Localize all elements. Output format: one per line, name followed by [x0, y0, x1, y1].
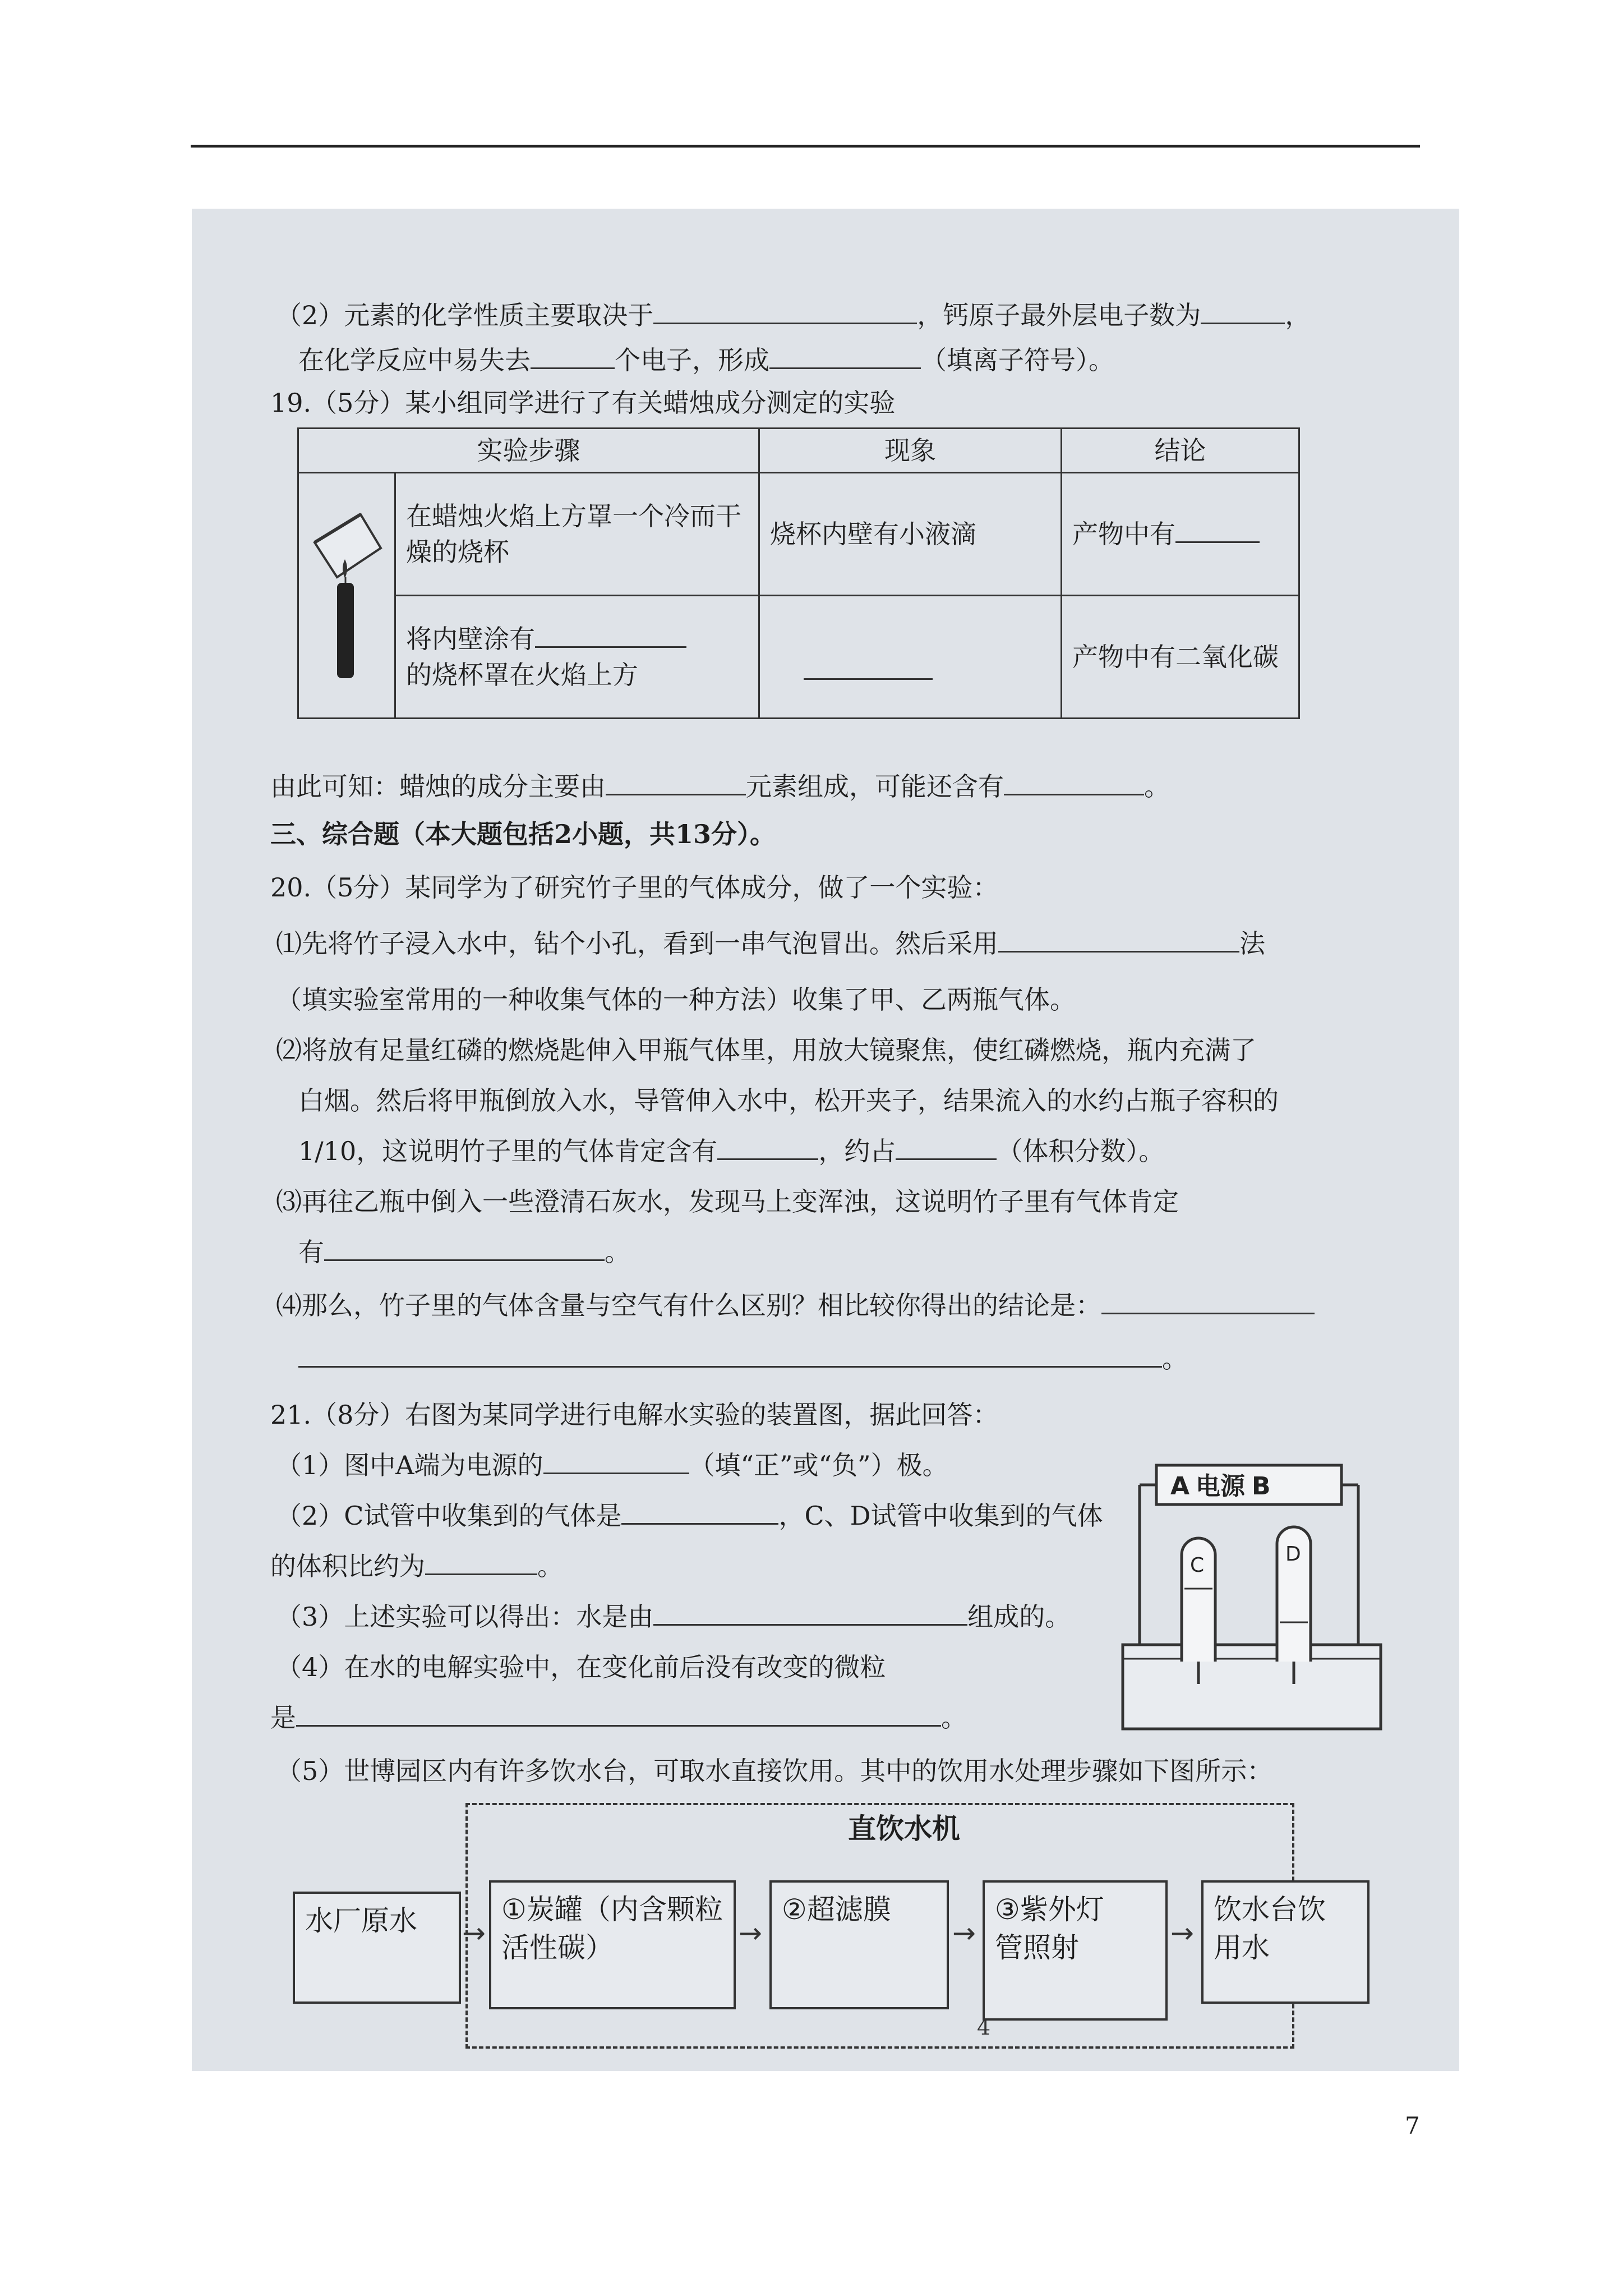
- q21-s1-text-b: （填“正”或“负”）极。: [689, 1450, 948, 1480]
- q21-s3: [276, 1600, 1071, 1634]
- answer-blank[interactable]: [296, 1701, 941, 1727]
- q20-p3-line2: [298, 1235, 630, 1269]
- q18-text-d: 在化学反应中易失去: [298, 345, 531, 375]
- answer-blank[interactable]: [653, 299, 917, 324]
- q20-p4-end: 。: [1162, 1343, 1188, 1374]
- answer-blank[interactable]: [896, 1135, 997, 1160]
- flow-step-uv-line2: 管照射: [995, 1931, 1079, 1964]
- q19-summary: [270, 770, 1170, 803]
- conclusion1-text: 产物中有: [1072, 519, 1175, 549]
- tube-c-label: C: [1190, 1554, 1205, 1577]
- answer-blank[interactable]: [804, 655, 933, 680]
- answer-blank[interactable]: [1101, 1289, 1315, 1314]
- q21-s3-text-b: 组成的。: [967, 1602, 1071, 1632]
- q21-s2-text-a: （2）C试管中收集到的气体是: [276, 1501, 622, 1531]
- answer-blank[interactable]: [998, 927, 1239, 953]
- summary-text-c: 。: [1144, 771, 1170, 802]
- arrow-right-icon: →: [952, 1917, 976, 1949]
- flow-step-membrane: [769, 1880, 949, 2009]
- arrow-right-icon: →: [1170, 1917, 1194, 1949]
- conclusion1-cell: [1062, 473, 1299, 596]
- flow-step-carbon-line2: 活性碳）: [501, 1931, 614, 1964]
- flow-step-carbon-line1: ①炭罐（内含颗粒: [501, 1893, 723, 1926]
- answer-blank[interactable]: [621, 1499, 778, 1525]
- tube-d-label: D: [1285, 1543, 1301, 1566]
- q20-p3-text-b: 。: [605, 1237, 630, 1267]
- phenomenon2-cell: [759, 596, 1062, 719]
- q21-s2-text-d: 。: [537, 1551, 563, 1581]
- answer-blank[interactable]: [535, 623, 686, 648]
- q18-text-e: 个电子，形成: [615, 345, 769, 375]
- candle-beaker-icon: [305, 499, 389, 684]
- q20-p2-text-b: ，约占: [818, 1136, 896, 1166]
- answer-blank[interactable]: [717, 1135, 818, 1160]
- answer-blank[interactable]: [1175, 518, 1260, 543]
- q18-text-b: ，钙原子最外层电子数为: [917, 300, 1201, 330]
- flow-step-drinking-line1: 饮水台饮: [1214, 1893, 1326, 1926]
- q18-line1: [276, 298, 1311, 332]
- q20-p2-line1: ⑵将放有足量红磷的燃烧匙伸入甲瓶气体里，用放大镜聚焦，使红磷燃烧，瓶内充满了: [276, 1035, 1256, 1065]
- answer-blank[interactable]: [1004, 770, 1144, 795]
- answer-blank[interactable]: [606, 770, 746, 795]
- header-steps: 实验步骤: [298, 429, 759, 473]
- q21-s3-text-a: （3）上述实验可以得出：水是由: [276, 1602, 654, 1632]
- q18-text-a: （2）元素的化学性质主要取决于: [276, 300, 654, 330]
- conclusion2-cell: 产物中有二氧化碳: [1062, 596, 1299, 719]
- step2-line1: 将内壁涂有: [406, 624, 535, 654]
- arrow-right-icon: →: [462, 1917, 486, 1949]
- step1-line1: 在蜡烛火焰上方罩一个冷而干: [406, 501, 741, 531]
- answer-blank[interactable]: [769, 344, 921, 369]
- experiment-table: [297, 427, 1300, 719]
- q21-s2-text-b: ，C、D试管中收集到的气体: [778, 1501, 1103, 1531]
- q21-s5: （5）世博园区内有许多饮水台，可取水直接饮用。其中的饮用水处理步骤如下图所示：: [276, 1756, 1273, 1786]
- q20-p3-text-a: 有: [298, 1237, 324, 1267]
- flow-step-raw-water-label: 水厂原水: [305, 1904, 417, 1937]
- answer-blank[interactable]: [653, 1600, 967, 1626]
- q21-s2: [276, 1499, 1103, 1533]
- flow-step-uv-line1: ③紫外灯: [995, 1893, 1104, 1926]
- flow-step-drinking-line2: 用水: [1214, 1931, 1270, 1964]
- header-conclusion: 结论: [1062, 429, 1299, 473]
- q20-p2-line2: 白烟。然后将甲瓶倒放入水，导管伸入水中，松开夹子，结果流入的水约占瓶子容积的: [298, 1085, 1279, 1116]
- q18-text-f: （填离子符号）。: [921, 345, 1114, 375]
- q20-p4-line1: [276, 1289, 1315, 1322]
- exam-photo: [192, 209, 1459, 2071]
- group-title: 直饮水机: [848, 1812, 960, 1845]
- q21-title: 21.（8分）右图为某同学进行电解水实验的装置图，据此回答：: [270, 1400, 999, 1430]
- power-label-a: A: [1170, 1472, 1190, 1501]
- header-rule: [191, 145, 1420, 148]
- answer-blank[interactable]: [324, 1236, 605, 1261]
- step1-cell: [395, 473, 759, 596]
- flow-step-raw-water: [293, 1892, 461, 2004]
- section-title: 三、综合题（本大题包括2小题，共13分）。: [270, 819, 776, 849]
- q19-title: 19.（5分）某小组同学进行了有关蜡烛成分测定的实验: [270, 388, 896, 418]
- inner-page-number: 4: [977, 2015, 991, 2040]
- phenomenon1-cell: 烧杯内壁有小液滴: [759, 473, 1062, 596]
- answer-blank[interactable]: [543, 1449, 689, 1474]
- q20-p1-text: ⑴先将竹子浸入水中，钻个小孔，看到一串气泡冒出。然后采用: [276, 928, 998, 959]
- q20-p1: [276, 927, 1265, 960]
- flow-step-carbon: [489, 1880, 736, 2009]
- q21-s1: [276, 1448, 948, 1482]
- candle-beaker-cell: [298, 473, 395, 719]
- q21-s4: （4）在水的电解实验中，在变化前后没有改变的微粒: [276, 1652, 886, 1682]
- step2-line2: 的烧杯罩在火焰上方: [406, 660, 638, 690]
- q21-s2-text-c: 的体积比约为: [270, 1551, 425, 1581]
- q20-p1-suffix: 法: [1239, 928, 1265, 959]
- q20-p3-line1: ⑶再往乙瓶中倒入一些澄清石灰水，发现马上变浑浊，这说明竹子里有气体肯定: [276, 1186, 1179, 1217]
- outer-page-number: 7: [1405, 2112, 1420, 2139]
- answer-blank[interactable]: [531, 344, 615, 369]
- flow-step-drinking: [1201, 1880, 1370, 2004]
- step2-cell: [395, 596, 759, 719]
- q21-s1-text-a: （1）图中A端为电源的: [276, 1450, 543, 1480]
- q20-p4-text: ⑷那么，竹子里的气体含量与空气有什么区别？相比较你得出的结论是：: [276, 1290, 1101, 1320]
- q20-title: 20.（5分）某同学为了研究竹子里的气体成分，做了一个实验：: [270, 872, 999, 903]
- power-label-b: B: [1252, 1472, 1271, 1501]
- q21-s2-cont: [270, 1549, 563, 1583]
- answer-blank[interactable]: [298, 1342, 1162, 1368]
- q21-s4-text-c: 。: [941, 1703, 967, 1733]
- q20-p4-line2: [298, 1342, 1188, 1375]
- answer-blank[interactable]: [1201, 299, 1285, 324]
- flow-step-membrane-label: ②超滤膜: [782, 1893, 891, 1926]
- summary-text-a: 由此可知：蜡烛的成分主要由: [270, 771, 606, 802]
- q20-p2-line3: [298, 1134, 1164, 1168]
- q20-p1-cont: （填实验室常用的一种收集气体的一种方法）收集了甲、乙两瓶气体。: [276, 984, 1076, 1015]
- q20-p2-text-a: 1/10，这说明竹子里的气体肯定含有: [298, 1136, 718, 1166]
- arrow-right-icon: →: [739, 1917, 762, 1949]
- q21-s4-cont: [270, 1701, 967, 1734]
- q20-p2-text-c: （体积分数）。: [997, 1136, 1165, 1166]
- q18-text-c: ，: [1285, 300, 1311, 330]
- electrolysis-apparatus-icon: [1117, 1454, 1386, 1734]
- power-label: 电源: [1196, 1472, 1245, 1501]
- step1-line2: 燥的烧杯: [406, 537, 509, 567]
- summary-text-b: 元素组成，可能还含有: [746, 771, 1004, 802]
- header-phenomenon: 现象: [759, 429, 1062, 473]
- flow-step-uv: [983, 1880, 1168, 2021]
- q18-line2: [298, 343, 1114, 377]
- q21-s4-text-b: 是: [270, 1703, 296, 1733]
- answer-blank[interactable]: [425, 1550, 537, 1575]
